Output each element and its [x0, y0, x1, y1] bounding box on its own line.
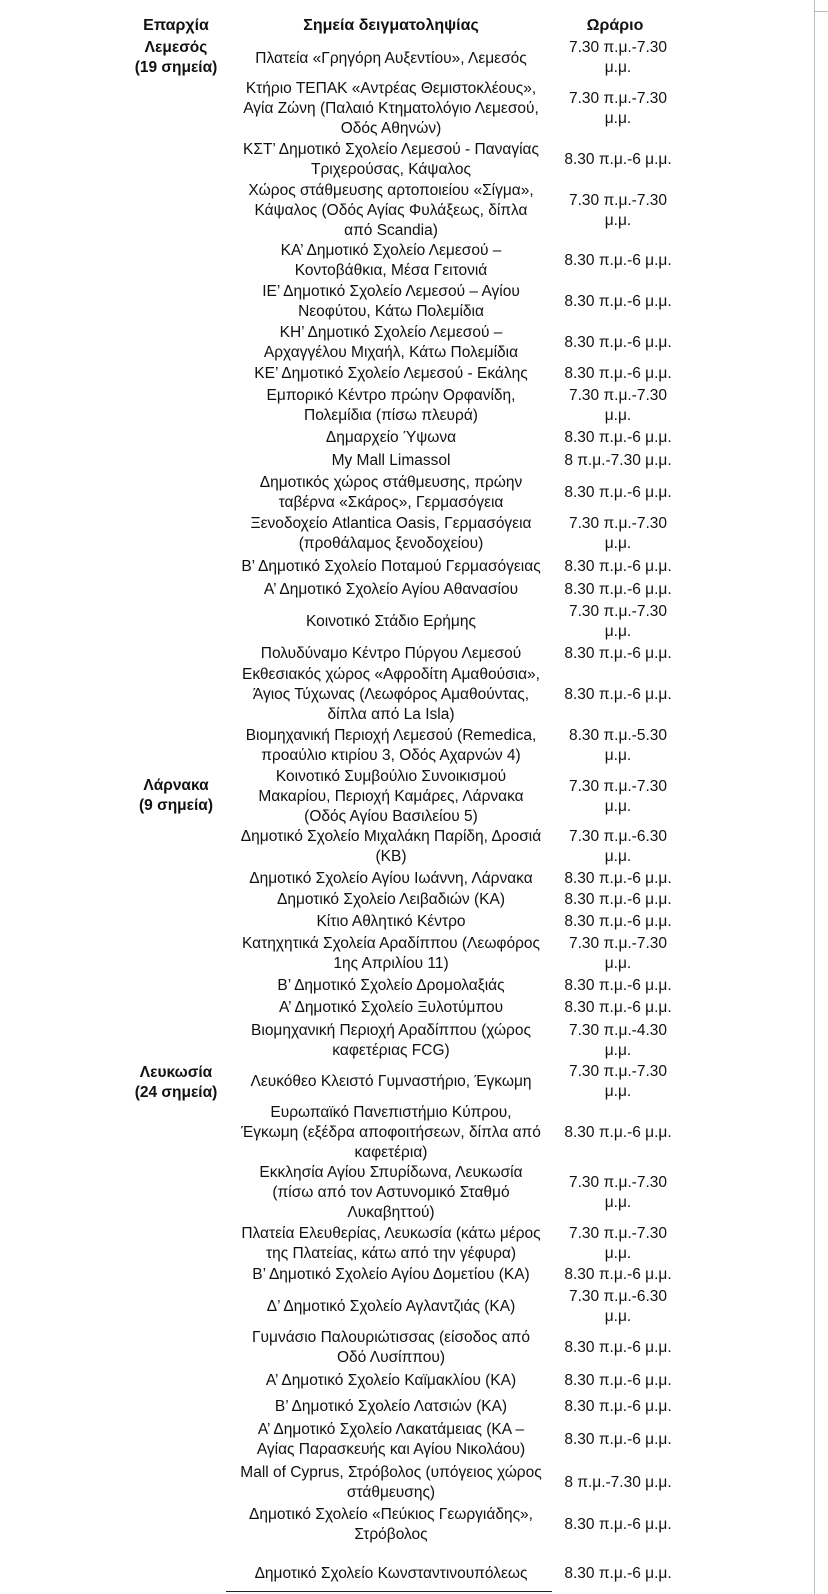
sampling-point: Β’ Δημοτικό Σχολείο Αγίου Δομετίου (ΚΑ) [252, 1266, 530, 1283]
hours-value: 8.30 π.μ.-6 μ.μ. [564, 686, 672, 703]
hours-value: 8.30 π.μ.-6 μ.μ. [564, 1124, 672, 1141]
header-district: Επαρχία [143, 17, 209, 34]
district-name: Λευκωσία [139, 1064, 213, 1081]
hours-value: 7.30 π.μ.-7.30 μ.μ. [568, 603, 668, 640]
hours-value: 8.30 π.μ.-6 μ.μ. [564, 151, 672, 168]
sampling-point: ΚΗ’ Δημοτικό Σχολείο Λεμεσού – Αρχαγγέλου Μιχαήλ, Κάτω Πολεμίδια [263, 324, 519, 361]
sampling-point: Χώρος στάθμευσης αρτοποιείου «Σίγμα», Κάψαλος (Οδός Αγίας Φυλάξεως, δίπλα από Scandia) [248, 182, 534, 239]
hours-value: 7.30 π.μ.-6.30 μ.μ. [568, 1288, 668, 1325]
hours-value: 7.30 π.μ.-7.30 μ.μ. [568, 192, 668, 229]
hours-value: 8.30 π.μ.-6 μ.μ. [564, 334, 672, 351]
sampling-point: Δ’ Δημοτικό Σχολείο Αγλαντζιάς (ΚΑ) [266, 1298, 516, 1315]
hours-value: 8.30 π.μ.-6 μ.μ. [564, 558, 672, 575]
hours-value: 7.30 π.μ.-7.30 μ.μ. [568, 90, 668, 127]
hours-value: 7.30 π.μ.-7.30 μ.μ. [568, 1174, 668, 1211]
sampling-point: Εκκλησία Αγίου Σπυρίδωνα, Λευκωσία (πίσω από τον Αστυνομικό Σταθμό Λυκαβηττού) [259, 1164, 523, 1221]
sampling-point: Δημαρχείο Ύψωνα [325, 429, 457, 446]
hours-value: 8.30 π.μ.-6 μ.μ. [564, 484, 672, 501]
district-count: (19 σημεία) [134, 59, 218, 76]
hours-value: 8.30 π.μ.-6 μ.μ. [564, 365, 672, 382]
hours-value: 7.30 π.μ.-6.30 μ.μ. [568, 828, 668, 865]
sampling-point: Κατηχητικά Σχολεία Αραδίππου (Λεωφόρος 1ης Απριλίου 11) [241, 935, 540, 972]
sampling-point: Δημοτικό Σχολείο «Πεύκιος Γεωργιάδης», Στρόβολος [249, 1506, 533, 1543]
hours-value: 7.30 π.μ.-7.30 μ.μ. [568, 1063, 668, 1100]
header-hours: Ωράριο [586, 17, 644, 34]
sampling-point: Κίτιο Αθλητικό Κέντρο [316, 913, 466, 930]
sampling-point: ΚΣΤ’ Δημοτικό Σχολείο Λεμεσού - Παναγίας Τριχερούσας, Κάψαλος [243, 141, 539, 178]
hours-value: 8.30 π.μ.-6 μ.μ. [564, 1339, 672, 1356]
page-right-border [814, 0, 815, 1594]
sampling-point: Κτήριο ΤΕΠΑΚ «Αντρέας Θεμιστοκλέους», Αγία Ζώνη (Παλαιό Κτηματολόγιο Λεμεσού, Οδός Αθηνών) [243, 80, 539, 137]
sampling-point: My Mall Limassol [331, 452, 451, 469]
sampling-point: Mall of Cyprus, Στρόβολος (υπόγειος χώρος στάθμευσης) [240, 1464, 542, 1501]
hours-value: 8.30 π.μ.-5.30 μ.μ. [568, 727, 668, 764]
district-larnaca [120, 776, 232, 816]
sampling-point: Βιομηχανική Περιοχή Λεμεσού (Remedica, προαύλιο κτιρίου 3, Οδός Αχαρνών 4) [245, 727, 537, 764]
sampling-point: Β’ Δημοτικό Σχολείο Ποταμού Γερμασόγειας [241, 558, 541, 575]
sampling-point: Κοινοτικό Στάδιο Ερήμης [306, 613, 476, 630]
district-name: Λεμεσός [144, 39, 208, 56]
hours-value: 8.30 π.μ.-6 μ.μ. [564, 1431, 672, 1448]
sampling-point: Α’ Δημοτικό Σχολείο Λακατάμειας (ΚΑ – Αγίας Παρασκευής και Αγίου Νικολάου) [256, 1421, 526, 1458]
hours-value: 7.30 π.μ.-7.30 μ.μ. [568, 387, 668, 424]
hours-value: 7.30 π.μ.-7.30 μ.μ. [568, 515, 668, 552]
sampling-point: Β’ Δημοτικό Σχολείο Δρομολαξιάς [277, 977, 505, 994]
sampling-point: Εκθεσιακός χώρος «Αφροδίτη Αμαθούσια», Άγιος Τύχωνας (Λεωφόρος Αμαθούντας, δίπλα από La Isla) [242, 666, 540, 723]
sampling-point: ΙΕ’ Δημοτικό Σχολείο Λεμεσού – Αγίου Νεοφύτου, Κάτω Πολεμίδια [262, 283, 520, 320]
table-header [120, 16, 700, 40]
hours-value: 8 π.μ.-7.30 μ.μ. [564, 1474, 672, 1491]
district-count: (24 σημεία) [134, 1084, 218, 1101]
hours-value: 8.30 π.μ.-6 μ.μ. [564, 913, 672, 930]
sampling-point: Πλατεία Ελευθερίας, Λευκωσία (κάτω μέρος της Πλατείας, κάτω από την γέφυρα) [241, 1225, 541, 1262]
sampling-point: Α’ Δημοτικό Σχολείο Καϊμακλίου (ΚΑ) [265, 1372, 517, 1389]
sampling-point: Εμπορικό Κέντρο πρώην Ορφανίδη, Πολεμίδια (πίσω πλευρά) [266, 387, 516, 424]
sampling-point: Γυμνάσιο Παλουριώτισσας (είσοδος από Οδό Λυσίππου) [252, 1329, 530, 1366]
hours-value: 7.30 π.μ.-7.30 μ.μ. [568, 1225, 668, 1262]
hours-value: 8.30 π.μ.-6 μ.μ. [564, 870, 672, 887]
hours-value: 8 π.μ.-7.30 μ.μ. [564, 452, 672, 469]
hours-value: 7.30 π.μ.-7.30 μ.μ. [568, 39, 668, 76]
bottom-rule [226, 1591, 552, 1592]
hours-value: 8.30 π.μ.-6 μ.μ. [564, 429, 672, 446]
header-sampling-points: Σημεία δειγματοληψίας [303, 17, 479, 34]
district-name: Λάρνακα [143, 777, 209, 794]
sampling-point: Δημοτικό Σχολείο Κωνσταντινουπόλεως [254, 1565, 528, 1582]
sampling-point: Πλατεία «Γρηγόρη Αυξεντίου», Λεμεσός [255, 50, 527, 67]
hours-value: 7.30 π.μ.-7.30 μ.μ. [568, 778, 668, 815]
hours-value: 8.30 π.μ.-6 μ.μ. [564, 581, 672, 598]
sampling-point: Κοινοτικό Συμβούλιο Συνοικισμού Μακαρίου, Περιοχή Καμάρες, Λάρνακα (Οδός Αγίου Βασιλείου 5) [258, 768, 524, 825]
hours-value: 8.30 π.μ.-6 μ.μ. [564, 1398, 672, 1415]
sampling-point: Δημοτικό Σχολείο Μιχαλάκη Παρίδη, Δροσιά (ΚΒ) [240, 828, 542, 865]
hours-value: 8.30 π.μ.-6 μ.μ. [564, 645, 672, 662]
hours-value: 7.30 π.μ.-4.30 μ.μ. [568, 1022, 668, 1059]
sampling-point: Πολυδύναμο Κέντρο Πύργου Λεμεσού [260, 645, 522, 662]
sampling-point: Δημοτικός χώρος στάθμευσης, πρώην ταβέρνα «Σκάρος», Γερμασόγεια [259, 474, 523, 511]
hours-value: 8.30 π.μ.-6 μ.μ. [564, 1372, 672, 1389]
sampling-point: ΚΑ’ Δημοτικό Σχολείο Λεμεσού – Κοντοβάθκια, Μέσα Γειτονιά [280, 242, 502, 279]
district-nicosia [120, 1063, 232, 1103]
sampling-point: Α’ Δημοτικό Σχολείο Αγίου Αθανασίου [263, 581, 519, 598]
hours-value: 8.30 π.μ.-6 μ.μ. [564, 999, 672, 1016]
sampling-point: Β’ Δημοτικό Σχολείο Λατσιών (ΚΑ) [274, 1398, 508, 1415]
page-top-border-fragment [814, 11, 828, 12]
hours-value: 8.30 π.μ.-6 μ.μ. [564, 293, 672, 310]
sampling-point: Δημοτικό Σχολείο Αγίου Ιωάννη, Λάρνακα [249, 870, 533, 887]
sampling-point: Βιομηχανική Περιοχή Αραδίππου (χώρος καφετέριας FCG) [251, 1022, 531, 1059]
sampling-point: ΚΕ’ Δημοτικό Σχολείο Λεμεσού - Εκάλης [254, 365, 528, 382]
hours-value: 8.30 π.μ.-6 μ.μ. [564, 1266, 672, 1283]
sampling-point: Λευκόθεο Κλειστό Γυμναστήριο, Έγκωμη [250, 1073, 532, 1090]
hours-value: 8.30 π.μ.-6 μ.μ. [564, 252, 672, 269]
hours-value: 8.30 π.μ.-6 μ.μ. [564, 1565, 672, 1582]
hours-value: 7.30 π.μ.-7.30 μ.μ. [568, 935, 668, 972]
sampling-point: Ξενοδοχείο Atlantica Oasis, Γερμασόγεια (προθάλαμος ξενοδοχείου) [250, 515, 532, 552]
sampling-point: Δημοτικό Σχολείο Λειβαδιών (ΚΑ) [277, 891, 505, 908]
district-limassol [120, 38, 232, 78]
sampling-point: Α’ Δημοτικό Σχολείο Ξυλοτύμπου [278, 999, 504, 1016]
hours-value: 8.30 π.μ.-6 μ.μ. [564, 977, 672, 994]
sampling-point: Ευρωπαϊκό Πανεπιστήμιο Κύπρου, Έγκωμη (εξέδρα αποφοιτήσεων, δίπλα από καφετέρια) [241, 1104, 541, 1161]
hours-value: 8.30 π.μ.-6 μ.μ. [564, 1516, 672, 1533]
district-count: (9 σημεία) [139, 797, 213, 814]
hours-value: 8.30 π.μ.-6 μ.μ. [564, 891, 672, 908]
